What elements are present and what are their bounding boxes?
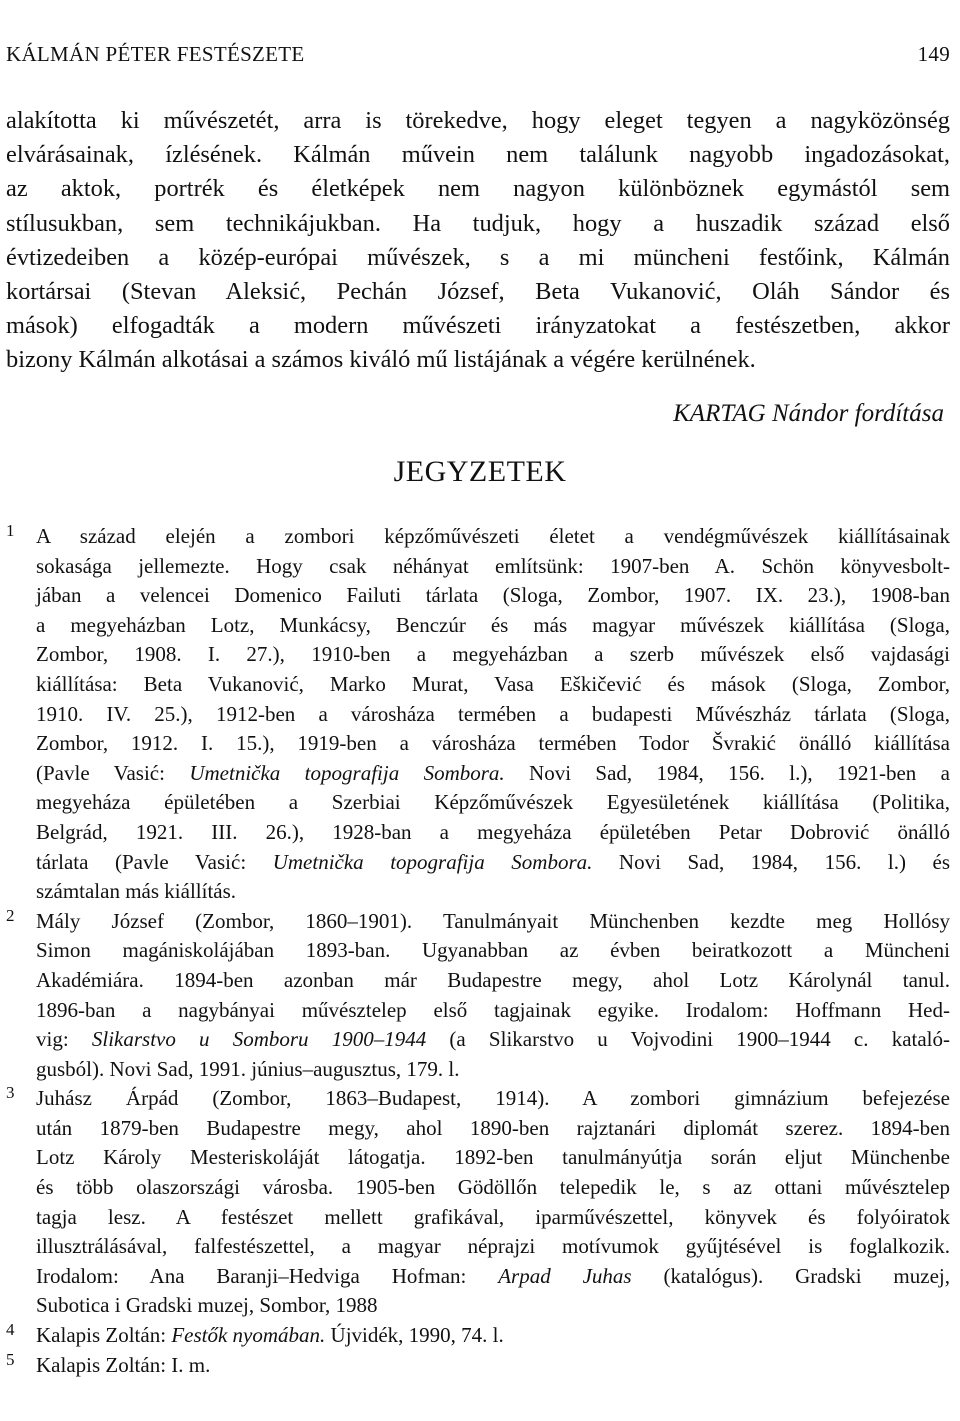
body-line: mások) elfogadták a modern művészeti irányzatokat a festészetben, akkor bbox=[6, 312, 950, 340]
note-line: A század elején a zombori képzőművészeti életet a vendégművészek kiállításainak bbox=[36, 524, 950, 548]
note-line: Lotz Károly Mesteriskoláját látogatja. 1892-ben tanulmányútja során eljut Münchenbe bbox=[36, 1145, 950, 1170]
page-number: 149 bbox=[917, 42, 950, 66]
note-line: 1896-ban a nagybányai művésztelep első tagjainak egyike. Irodalom: Hoffmann Hed- bbox=[36, 997, 950, 1022]
note-line: Mály József (Zombor, 1860–1901). Tanulmányait Münchenben kezdte meg Hollósy bbox=[36, 908, 950, 933]
note-line: Kalapis Zoltán: I. m. bbox=[36, 1352, 211, 1377]
note-line: jában a velencei Domenico Failuti tárlata (Sloga, Zombor, 1907. IX. 23.), 1908-ban bbox=[36, 583, 950, 608]
body-line: évtizedeiben a közép-európai művészek, s a mi müncheni festőink, Kálmán bbox=[6, 243, 950, 271]
note-text: (katalógus). Gradski muzej, bbox=[631, 1263, 950, 1288]
note-line bbox=[36, 1321, 950, 1351]
note-line: tagja lesz. A festészet mellett grafikával, iparművészettel, könyvek és folyóiratok bbox=[36, 1204, 950, 1229]
note-line: sokasága jellemezte. Hogy csak néhányat említsünk: 1907-ben A. Schön könyvesbolt- bbox=[36, 553, 950, 578]
note-1 bbox=[6, 522, 950, 907]
body-line: kortársai (Stevan Aleksić, Pechán József, Beta Vukanović, Oláh Sándor és bbox=[6, 278, 950, 306]
note-line: Subotica i Gradski muzej, Sombor, 1988 bbox=[36, 1293, 378, 1318]
note-text: (Pavle Vasić: bbox=[36, 760, 190, 785]
note-text: Kalapis Zoltán: bbox=[36, 1323, 172, 1348]
body-line: alakította ki művészetét, arra is törekedve, hogy eleget tegyen a nagyközönség bbox=[6, 107, 950, 134]
note-text: (a Slikarstvo u Vojvodini 1900–1944 c. kataló- bbox=[426, 1027, 950, 1052]
note-3 bbox=[6, 1084, 950, 1321]
running-head bbox=[6, 42, 950, 72]
note-line bbox=[36, 848, 950, 878]
note-5 bbox=[6, 1351, 950, 1381]
cited-title: Festők nyomában. bbox=[171, 1323, 326, 1348]
body-line: elvárásainak, ízlésének. Kálmán művein nem találunk nagyobb ingadozásokat, bbox=[6, 141, 950, 169]
note-line: és több olaszországi városba. 1905-ben Gödöllőn telepedik le, s az ottani művésztelep bbox=[36, 1175, 950, 1200]
note-line: után 1879-ben Budapestre megy, ahol 1890-ben rajztanári diplomát szerez. 1894-ben bbox=[36, 1115, 950, 1140]
cited-title: Umetnička topografija Sombora. bbox=[189, 760, 505, 785]
notes-list bbox=[6, 522, 950, 1380]
note-line: megyeháza épületében a Szerbiai Képzőművészek Egyesületének kiállítása (Politika, bbox=[36, 790, 950, 815]
note-marker: 1 bbox=[6, 521, 15, 540]
body-line: stílusukban, sem technikájukban. Ha tudjuk, hogy a huszadik század első bbox=[6, 209, 950, 237]
body-line: az aktok, portrék és életképek nem nagyon különböznek egymástól sem bbox=[6, 175, 950, 203]
note-marker: 2 bbox=[6, 905, 15, 925]
running-head-title: KÁLMÁN PÉTER FESTÉSZETE bbox=[6, 42, 305, 66]
note-line: Zombor, 1912. I. 15.), 1919-ben a városháza termében Todor Švrakić önálló kiállítása bbox=[36, 731, 950, 756]
body-paragraph bbox=[6, 104, 950, 378]
note-text: Újvidék, 1990, 74. l. bbox=[325, 1323, 504, 1348]
note-line bbox=[36, 1262, 950, 1292]
note-line bbox=[36, 1025, 950, 1055]
note-text: Novi Sad, 1984, 156. l.) és bbox=[592, 849, 950, 874]
note-line: kiállítása: Beta Vukanović, Marko Murat, Vasa Eškičević és mások (Sloga, Zombor, bbox=[36, 671, 950, 696]
note-4 bbox=[6, 1321, 950, 1351]
note-line: gusból). Novi Sad, 1991. június–augusztus, 179. l. bbox=[36, 1056, 460, 1081]
note-line: Juhász Árpád (Zombor, 1863–Budapest, 1914). A zombori gimnázium befejezése bbox=[36, 1086, 950, 1111]
note-text: Irodalom: Ana Baranji–Hedviga Hofman: bbox=[36, 1263, 499, 1288]
cited-title: Arpad Juhas bbox=[498, 1263, 632, 1288]
translator-credit: KARTAG Nándor fordítása bbox=[673, 400, 944, 427]
note-line: Akadémiára. 1894-ben azonban már Budapestre megy, ahol Lotz Károlynál tanul. bbox=[36, 967, 950, 992]
note-line: 1910. IV. 25.), 1912-ben a városháza termében a budapesti Művészház tárlata (Sloga, bbox=[36, 701, 950, 726]
note-line: Simon magániskolájában 1893-ban. Ugyanabban az évben beiratkozott a Müncheni bbox=[36, 938, 950, 963]
note-text: vig: bbox=[36, 1027, 92, 1052]
note-line: illusztrálásával, falfestészettel, a magyar néprajzi motívumok gyűjtésével is foglalkozik. bbox=[36, 1234, 950, 1259]
note-marker: 5 bbox=[6, 1349, 15, 1369]
notes-heading: JEGYZETEK bbox=[393, 455, 567, 488]
note-marker: 3 bbox=[6, 1083, 15, 1103]
cited-title: Umetnička topografija Sombora. bbox=[272, 849, 593, 874]
note-2 bbox=[6, 907, 950, 1085]
note-line: számtalan más kiállítás. bbox=[36, 879, 237, 904]
note-line: Zombor, 1908. I. 27.), 1910-ben a megyeházban a szerb művészek első vajdasági bbox=[36, 642, 950, 667]
note-text: tárlata (Pavle Vasić: bbox=[36, 849, 273, 874]
body-line: bizony Kálmán alkotásai a számos kiváló mű listájának a végére kerülnének. bbox=[6, 346, 756, 374]
note-marker: 4 bbox=[6, 1320, 15, 1340]
note-line bbox=[36, 759, 950, 789]
note-line: a megyeházban Lotz, Munkácsy, Benczúr és más magyar művészek kiállítása (Sloga, bbox=[36, 612, 950, 637]
note-text: Novi Sad, 1984, 156. l.), 1921-ben a bbox=[504, 760, 950, 785]
note-line: Belgrád, 1921. III. 26.), 1928-ban a megyeháza épületében Petar Dobrović önálló bbox=[36, 819, 950, 844]
cited-title: Slikarstvo u Somboru 1900–1944 bbox=[91, 1027, 427, 1052]
